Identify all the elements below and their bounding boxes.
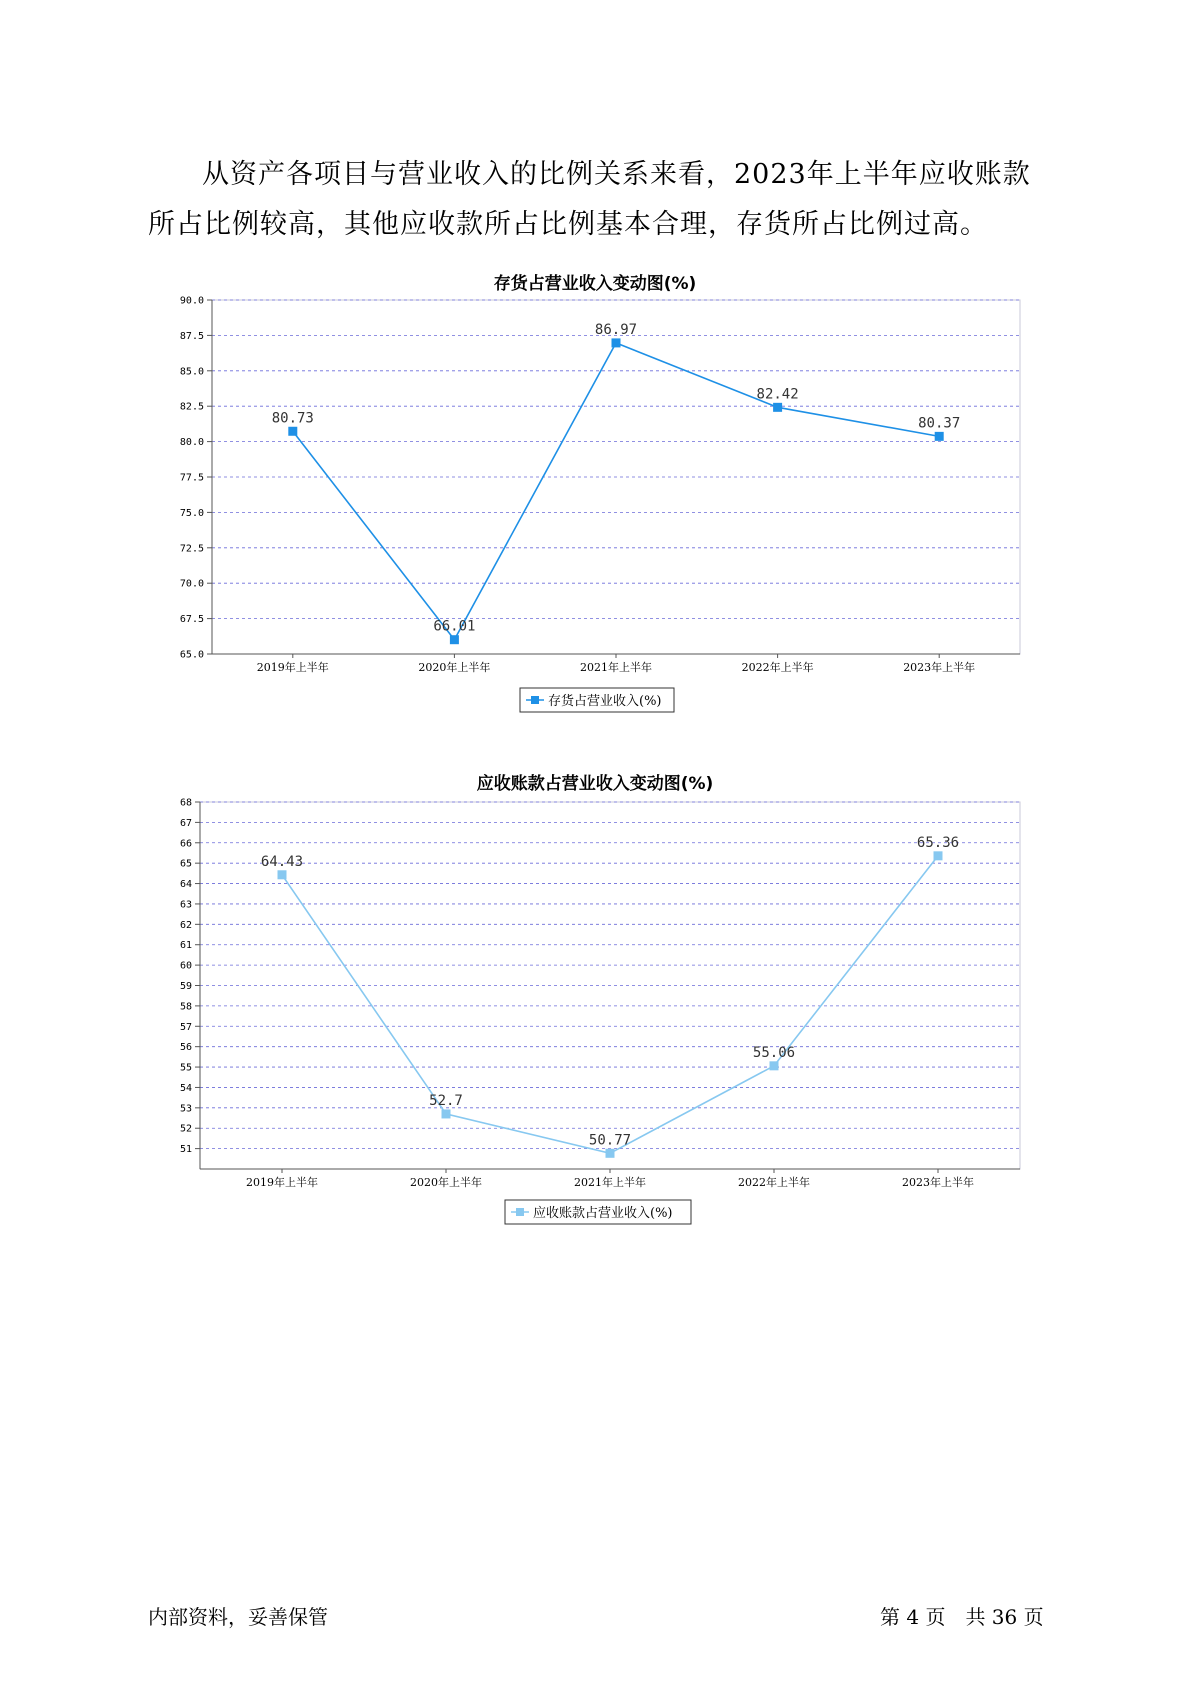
inventory-chart	[0, 265, 1191, 715]
receivables-chart	[0, 765, 1191, 1225]
y-tick-label: 53	[179, 1103, 192, 1115]
body-paragraph: 从资产各项目与营业收入的比例关系来看，2023年上半年应收账款所占比例较高，其他应收款所占比例基本合理，存货所占比例过高。	[148, 159, 1031, 240]
legend-marker	[531, 696, 539, 704]
chart-title: 应收账款占营业收入变动图(%)	[476, 774, 714, 794]
footer-page-number: 第 4 页 共 36 页	[880, 1605, 1044, 1629]
x-tick-label: 2019年上半年	[246, 1176, 318, 1189]
y-tick-label: 82.5	[179, 401, 204, 413]
legend-label: 存货占营业收入(%)	[548, 694, 662, 709]
x-tick-label: 2023年上半年	[902, 1176, 974, 1189]
x-tick-label: 2022年上半年	[741, 661, 814, 674]
y-tick-label: 60	[179, 960, 192, 972]
y-tick-label: 66	[179, 838, 192, 850]
y-tick-label: 56	[179, 1042, 192, 1054]
data-point	[450, 635, 459, 644]
y-tick-label: 67	[179, 817, 192, 829]
footer-confidential: 内部资料，妥善保管	[148, 1605, 328, 1629]
data-label: 82.42	[756, 386, 799, 403]
data-label: 80.37	[918, 415, 961, 432]
y-tick-label: 59	[179, 981, 192, 992]
data-label: 55.06	[752, 1044, 796, 1061]
y-tick-label: 85.0	[179, 366, 204, 378]
x-tick-label: 2023年上半年	[903, 661, 976, 674]
y-tick-label: 55	[179, 1062, 192, 1074]
x-tick-label: 2021年上半年	[580, 661, 652, 674]
data-label: 86.97	[594, 321, 638, 338]
y-tick-label: 54	[179, 1082, 192, 1094]
legend-marker	[516, 1208, 524, 1216]
data-point	[934, 851, 943, 860]
x-tick-label: 2019年上半年	[256, 661, 329, 674]
data-point	[612, 338, 621, 347]
data-label: 50.77	[588, 1132, 632, 1149]
x-tick-label: 2020年上半年	[418, 661, 491, 674]
data-label: 64.43	[260, 853, 304, 870]
y-tick-label: 67.5	[179, 614, 204, 626]
data-point	[442, 1109, 451, 1118]
chart-title: 存货占营业收入变动图(%)	[493, 274, 697, 294]
y-tick-label: 72.5	[179, 543, 204, 555]
data-point	[770, 1061, 779, 1070]
y-tick-label: 70.0	[179, 578, 204, 590]
data-point	[288, 427, 297, 436]
y-tick-label: 51	[179, 1144, 192, 1156]
data-label: 80.73	[271, 410, 314, 427]
y-tick-label: 63	[179, 899, 192, 911]
y-tick-label: 87.5	[179, 330, 204, 342]
data-label: 66.01	[433, 618, 476, 635]
y-tick-label: 57	[179, 1021, 192, 1033]
data-label: 65.36	[916, 834, 960, 851]
x-tick-label: 2020年上半年	[410, 1176, 482, 1189]
data-label: 52.7	[429, 1092, 463, 1109]
data-point	[278, 870, 287, 879]
x-tick-label: 2021年上半年	[574, 1176, 646, 1189]
y-tick-label: 75.0	[179, 507, 204, 519]
data-point	[935, 432, 944, 441]
y-tick-label: 52	[179, 1123, 192, 1135]
y-tick-label: 65.0	[179, 649, 204, 661]
y-tick-label: 68	[179, 797, 192, 809]
y-tick-label: 90.0	[179, 295, 204, 307]
data-point	[773, 403, 782, 412]
legend-label: 应收账款占营业收入(%)	[533, 1206, 673, 1221]
inventory-chart-svg	[0, 265, 1191, 715]
x-tick-label: 2022年上半年	[738, 1176, 810, 1189]
y-tick-label: 61	[179, 940, 192, 952]
y-tick-label: 77.5	[179, 472, 204, 484]
y-tick-label: 58	[179, 1001, 192, 1013]
y-tick-label: 65	[179, 858, 192, 870]
receivables-chart-svg	[0, 765, 1191, 1225]
data-point	[606, 1149, 615, 1158]
y-tick-label: 62	[179, 919, 192, 931]
y-tick-label: 64	[179, 879, 192, 891]
y-tick-label: 80.0	[179, 437, 204, 449]
